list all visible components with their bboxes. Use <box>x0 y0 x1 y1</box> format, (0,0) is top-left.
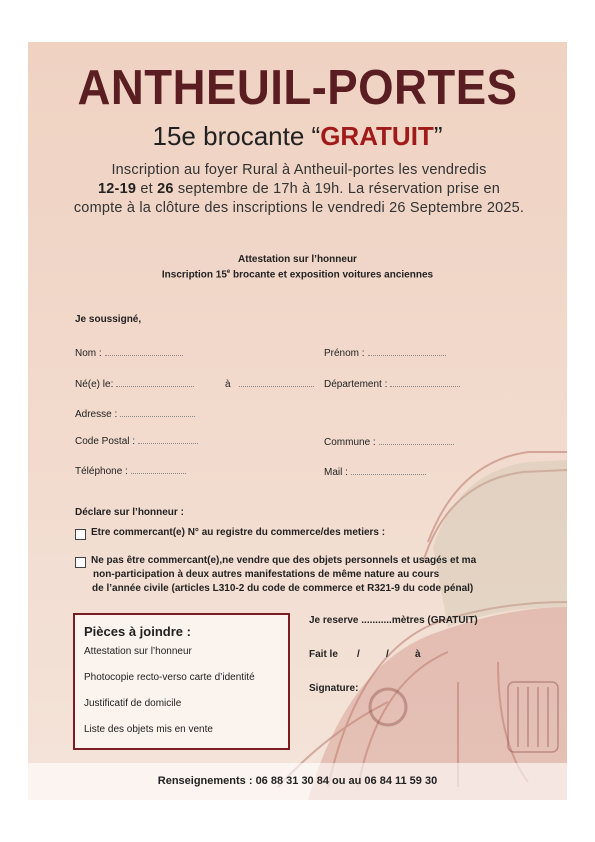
birthdate-label: Né(e) le: <box>75 379 114 390</box>
attestation-subtitle-pre: Inscription 15 <box>161 269 227 281</box>
telephone-field[interactable] <box>75 465 186 477</box>
intro-dates-and: et <box>136 181 158 197</box>
mail-field[interactable] <box>324 466 426 478</box>
fait-a-label: à <box>415 649 421 660</box>
pieces-heading: Pièces à joindre : <box>84 624 191 639</box>
attestation-subtitle <box>28 266 567 281</box>
contact-info: Renseignements : 06 88 31 30 84 ou au 06 84 11 59 30 <box>157 775 438 787</box>
nom-label: Nom : <box>75 348 102 359</box>
subtitle-suffix: ” <box>433 121 443 151</box>
prenom-label: Prénom : <box>324 348 365 359</box>
page-subtitle <box>28 121 567 152</box>
attestation-title: Attestation sur l’honneur <box>238 254 357 265</box>
intro-line-1: Inscription au foyer Rural à Antheuil-portes les vendredis <box>111 162 487 178</box>
attestation-sup: e <box>226 269 231 275</box>
signature-label: Signature: <box>309 683 359 694</box>
birthdate-field[interactable] <box>75 378 194 390</box>
non-commercant-line-3: de l’année civile (articles L310-2 du code de commerce et R321-9 du code pénal) <box>92 583 474 594</box>
prenom-input-line[interactable] <box>368 347 446 356</box>
intro-dates-b: 26 <box>157 181 174 197</box>
attestation-header <box>28 253 567 281</box>
prenom-field[interactable] <box>324 347 446 359</box>
intro-line-3: compte à la clôture des inscriptions le vendredi 26 Septembre 2025. <box>73 200 525 216</box>
pieces-item: Justificatif de domicile <box>84 698 182 709</box>
commune-input-line[interactable] <box>379 436 454 445</box>
commune-field[interactable] <box>324 436 454 448</box>
birthplace-label: à <box>225 379 231 390</box>
non-commercant-line-1: Ne pas être commercant(e),ne vendre que des objets personnels et usagés et ma <box>91 555 477 566</box>
code-postal-label: Code Postal : <box>75 436 136 447</box>
non-commercant-line-2: non-participation à deux autres manifestations de même nature au cours <box>93 569 440 580</box>
pieces-box <box>73 613 290 750</box>
commune-label: Commune : <box>324 437 376 448</box>
declaration-heading: Déclare sur l’honneur : <box>75 507 184 518</box>
nom-field[interactable] <box>75 347 183 359</box>
adresse-field[interactable] <box>75 408 195 420</box>
birthdate-input-line[interactable] <box>116 378 194 387</box>
telephone-label: Téléphone : <box>75 466 128 477</box>
registration-info <box>64 161 534 218</box>
fait-le-label: Fait le <box>309 649 338 660</box>
birthplace-input-line[interactable] <box>239 378 314 387</box>
flyer-sheet <box>28 42 567 800</box>
pieces-item: Liste des objets mis en vente <box>84 724 213 735</box>
telephone-input-line[interactable] <box>131 465 186 474</box>
departement-field[interactable] <box>324 378 460 390</box>
reservation-meters: Je reserve ...........mètres (GRATUIT) <box>309 615 478 626</box>
pieces-item: Photocopie recto-verso carte d’identité <box>84 672 255 683</box>
mail-label: Mail : <box>324 467 348 478</box>
subtitle-highlight: GRATUIT <box>320 121 434 151</box>
date-slash-1: / <box>357 649 360 660</box>
departement-input-line[interactable] <box>390 378 460 387</box>
mail-input-line[interactable] <box>351 466 426 475</box>
form-intro: Je soussigné, <box>75 314 142 325</box>
commercant-label: Etre commercant(e) N° au registre du commerce/des metiers : <box>91 527 386 538</box>
intro-dates-a: 12-19 <box>98 181 137 197</box>
birthplace-field[interactable] <box>225 378 314 390</box>
commercant-checkbox[interactable] <box>75 529 86 540</box>
code-postal-field[interactable] <box>75 435 198 447</box>
page-title: ANTHEUIL-PORTES <box>77 61 518 115</box>
adresse-input-line[interactable] <box>120 408 195 417</box>
footer-bar <box>28 763 567 800</box>
departement-label: Département : <box>324 379 388 390</box>
date-slash-2: / <box>386 649 389 660</box>
intro-line-2: septembre de 17h à 19h. La réservation prise en <box>173 181 500 197</box>
adresse-label: Adresse : <box>75 409 118 420</box>
non-commercant-checkbox[interactable] <box>75 557 86 568</box>
code-postal-input-line[interactable] <box>138 435 198 444</box>
nom-input-line[interactable] <box>105 347 183 356</box>
attestation-subtitle-post: brocante et exposition voitures anciennes <box>230 269 434 281</box>
non-commercant-label <box>91 554 476 596</box>
subtitle-prefix: 15e brocante “ <box>152 121 321 151</box>
pieces-item: Attestation sur l’honneur <box>84 646 192 657</box>
